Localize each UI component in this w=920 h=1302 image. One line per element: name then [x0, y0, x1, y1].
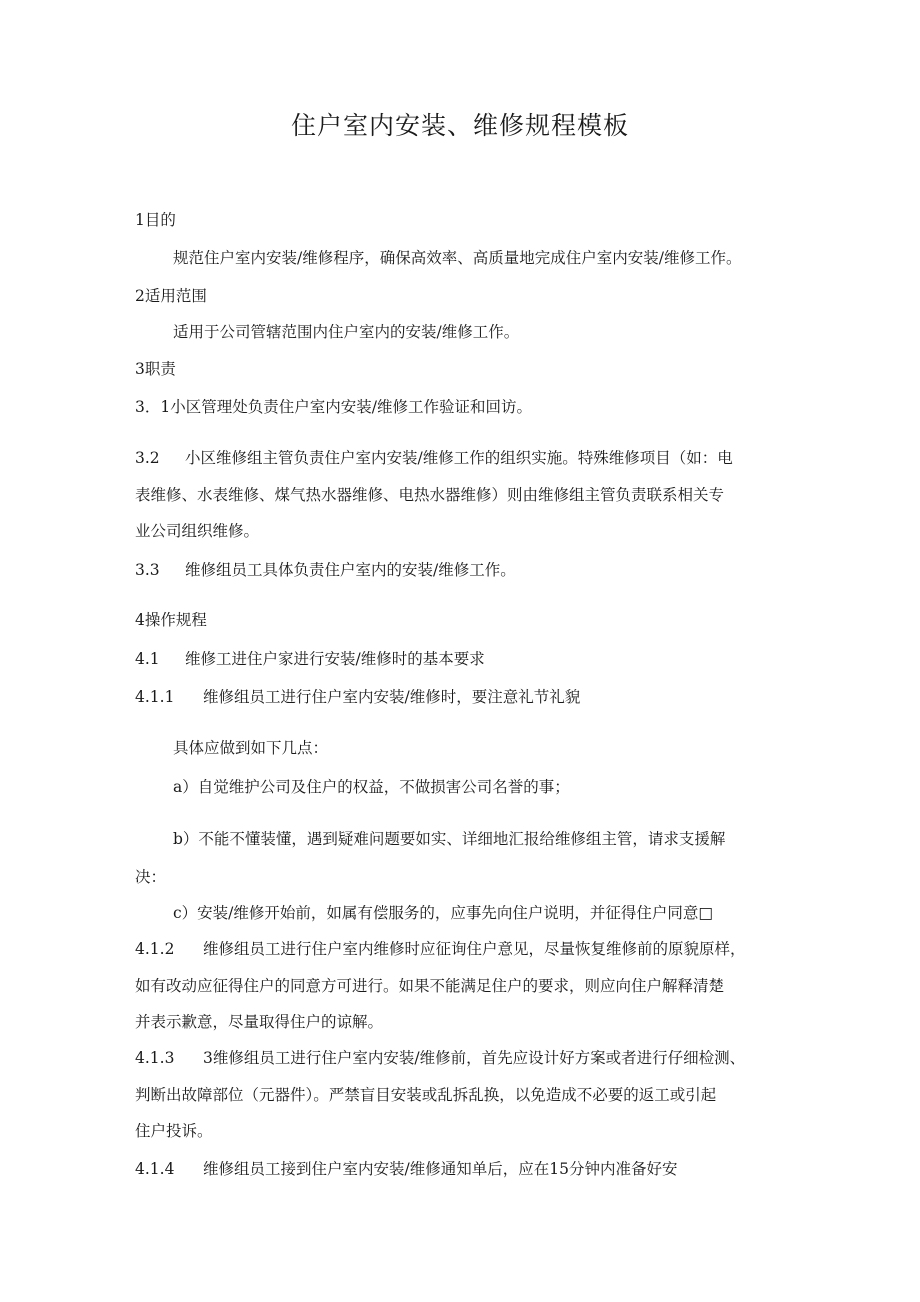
item-3-2-line-3: 业公司组织维修。	[135, 522, 260, 540]
section-2-heading: 2适用范围	[135, 287, 207, 305]
item-4-1-3-line-3: 住户投诉。	[135, 1122, 213, 1140]
item-4-1-3-line-1	[135, 1047, 745, 1069]
item-number: 4.1.2	[135, 940, 175, 958]
section-1-heading: 1目的	[135, 211, 176, 229]
item-text: 维修组员工进行住户室内维修时应征询住户意见，尽量恢复维修前的原貌原样，	[203, 940, 746, 958]
section-3-heading: 3职责	[135, 360, 176, 378]
item-text: 3维修组员工进行住户室内安装/维修前，首先应设计好方案或者进行仔细检测、	[203, 1049, 746, 1067]
item-text: 维修工进住户家进行安装/维修时的基本要求	[185, 650, 485, 668]
point-c: c）安装/维修开始前，如属有偿服务的，应事先向住户说明，并征得住户同意□	[173, 904, 714, 922]
item-number: 3.3	[135, 561, 160, 579]
section-2-paragraph: 适用于公司管辖范围内住户室内的安装/维修工作。	[173, 323, 520, 341]
point-b-line-2: 决：	[135, 868, 167, 886]
document-title: 住户室内安装、维修规程模板	[290, 111, 629, 140]
item-number: 4.1.1	[135, 688, 175, 706]
item-text: 小区维修组主管负责住户室内安装/维修工作的组织实施。特殊维修项目（如：电	[185, 449, 733, 467]
item-number: 4.1.3	[135, 1049, 175, 1067]
item-number: 4.1.4	[135, 1160, 175, 1178]
item-4-1-2-line-3: 并表示歉意，尽量取得住户的谅解。	[135, 1013, 384, 1031]
item-number: 4.1	[135, 650, 160, 668]
point-a: a）自觉维护公司及住户的权益，不做损害公司名誉的事；	[173, 778, 570, 796]
point-b-line-1: b）不能不懂装懂，遇到疑难问题要如实、详细地汇报给维修组主管，请求支援解	[173, 830, 726, 848]
item-4-1-1	[135, 686, 580, 708]
sub-intro: 具体应做到如下几点：	[173, 739, 329, 757]
item-4-1-3-line-2: 判断出故障部位（元器件）。严禁盲目安装或乱拆乱换，以免造成不必要的返工或引起	[135, 1086, 717, 1104]
item-text: 维修组员工进行住户室内安装/维修时，要注意礼节礼貌	[203, 688, 581, 706]
item-3-2-line-1	[135, 447, 733, 469]
section-4-heading: 4操作规程	[135, 611, 207, 629]
item-4-1-4	[135, 1158, 677, 1180]
item-4-1-2-line-2: 如有改动应征得住户的同意方可进行。如果不能满足住户的要求，则应向住户解释清楚	[135, 977, 725, 995]
item-4-1	[135, 648, 485, 670]
item-number: 3.2	[135, 449, 160, 467]
item-text: 维修组员工具体负责住户室内的安装/维修工作。	[185, 561, 516, 579]
item-3-1: 3．1小区管理处负责住户室内安装/维修工作验证和回访。	[135, 398, 532, 416]
item-text: 维修组员工接到住户室内安装/维修通知单后，应在15分钟内准备好安	[203, 1160, 678, 1178]
item-3-2-line-2: 表维修、水表维修、煤气热水器维修、电热水器维修）则由维修组主管负责联系相关专	[135, 486, 725, 504]
item-4-1-2-line-1	[135, 938, 746, 960]
section-1-paragraph: 规范住户室内安装/维修程序，确保高效率、高质量地完成住户室内安装/维修工作。	[173, 249, 742, 267]
item-3-3	[135, 559, 516, 581]
